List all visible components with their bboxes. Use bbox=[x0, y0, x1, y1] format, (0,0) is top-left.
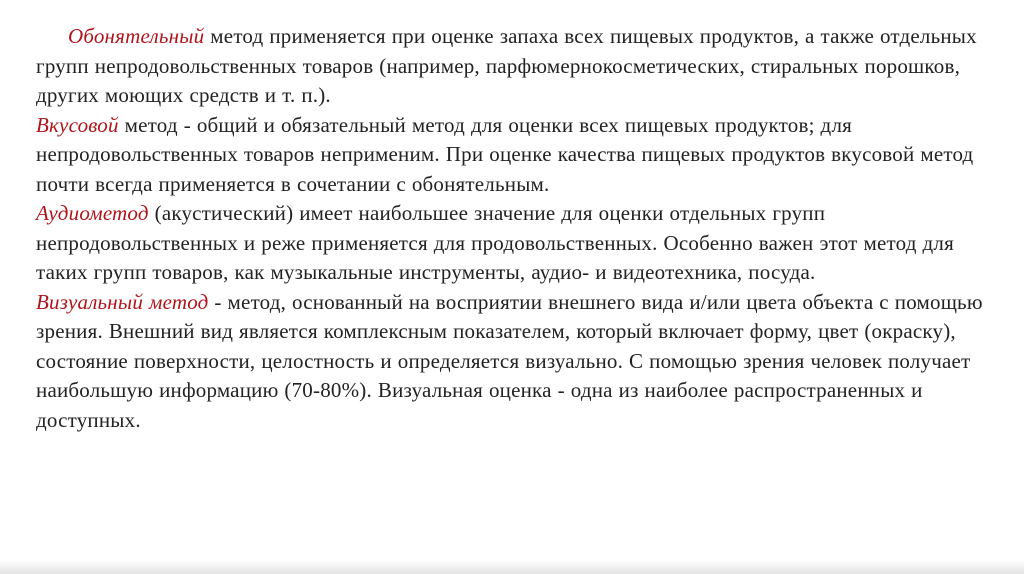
paragraph-olfactory-text: метод применяется при оценке запаха всех пищевых продуктов, а также отдельных групп непродовольственных товаров (например, парфюмернокосметических, стиральных порошков, других моющих средств и т. п.). bbox=[36, 24, 977, 107]
body-text-block bbox=[36, 22, 1001, 435]
paragraph-taste-text: метод - общий и обязательный метод для оценки всех пищевых продуктов; для непродовольственных товаров неприменим. При оценке качества пищевых продуктов вкусовой метод почти всегда применяется в сочетании с обонятельным. bbox=[36, 112, 974, 196]
paragraph-visual-text: - метод, основанный на восприятии внешнего вида и/или цвета объекта с помощью зрения. Внешний вид является комплексным показателем, который включает форму, цвет (окраску), состояние поверхности, целостность и определяется визуально. С помощью зрения человек получает наибольшую информацию (70-80%). Визуальная оценка - одна из наиболее распространенных и доступных. bbox=[36, 289, 983, 432]
term-taste: Вкусовой bbox=[36, 112, 119, 137]
term-visual: Визуальный метод bbox=[36, 289, 209, 314]
paragraph-audio-text: (акустический) имеет наибольшее значение для оценки отдельных групп непродовольственных и реже применяется для продовольственных. Особенно важен этот метод для таких групп товаров, как музыкальные инструменты, аудио- и видеотехника, посуда. bbox=[36, 201, 954, 284]
term-olfactory: Обонятельный bbox=[68, 24, 205, 48]
paragraph-visual-method bbox=[36, 288, 1001, 436]
paragraph-taste-method bbox=[36, 111, 1001, 200]
paragraph-olfactory-method bbox=[36, 22, 1001, 111]
paragraph-audio-method bbox=[36, 199, 1001, 288]
term-audio: Аудиометод bbox=[36, 201, 149, 225]
